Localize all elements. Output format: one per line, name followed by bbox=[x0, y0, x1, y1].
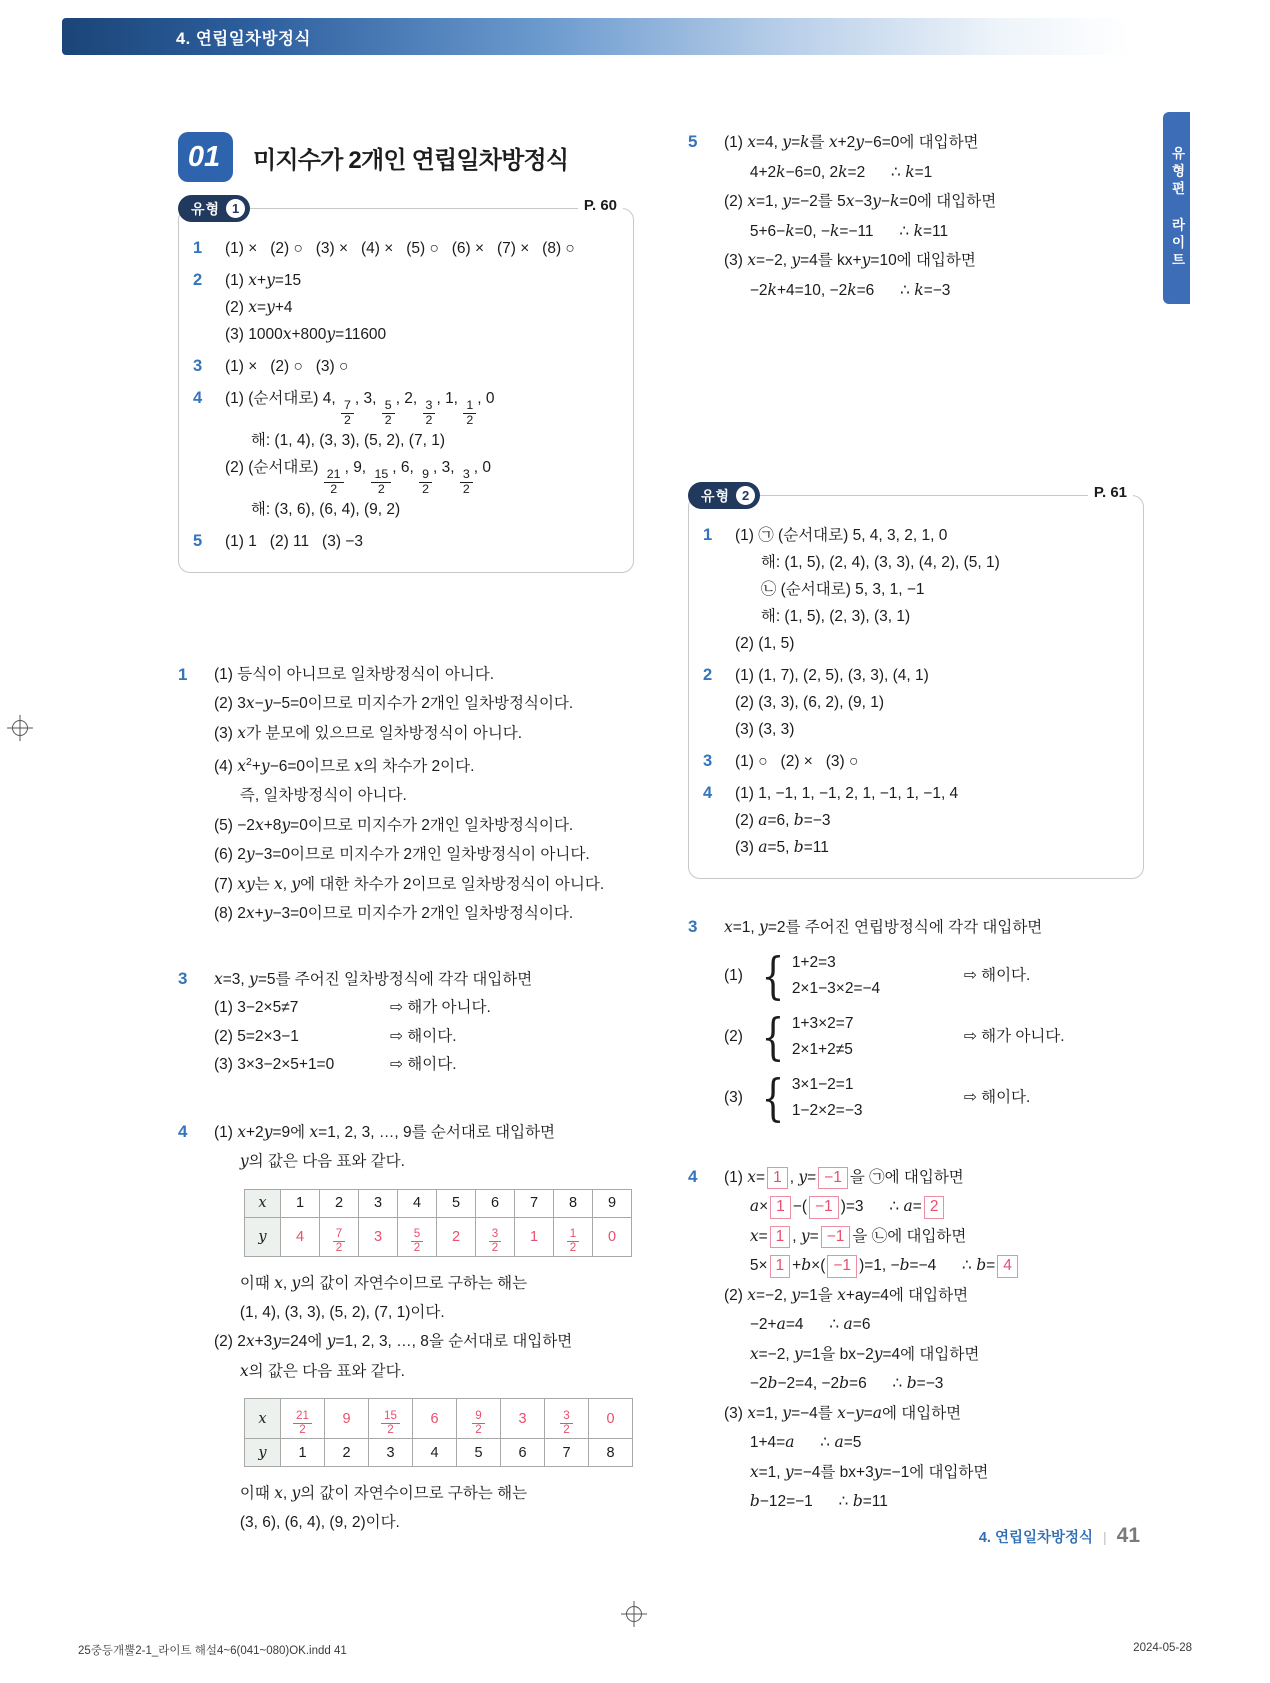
registration-mark-icon bbox=[620, 1600, 648, 1628]
table-cell: 5 bbox=[457, 1439, 501, 1467]
print-date: 2024-05-28 bbox=[1133, 1642, 1192, 1654]
system-check bbox=[724, 946, 1144, 1005]
solution-line: (4) $x^2+y-6=0$이므로 x의 차수가 2이다. bbox=[214, 756, 475, 776]
answer-line: (2) a=6, b=−3 bbox=[735, 811, 831, 829]
solution-number: 3 bbox=[178, 968, 188, 988]
table-cell: 9 bbox=[593, 1189, 632, 1217]
answer-number: 4 bbox=[703, 784, 713, 802]
solution-line: −2+a=4 ∴ a=6 bbox=[724, 1315, 871, 1333]
table-header-cell: y bbox=[245, 1217, 281, 1257]
check-result: ⇨ 해이다. bbox=[390, 1056, 457, 1074]
table-cell: $\frac{21}{2}$ bbox=[281, 1399, 325, 1439]
answer-line: (1) × (2) ○ (3) ○ bbox=[225, 358, 349, 375]
table-cell: 8 bbox=[589, 1439, 633, 1467]
answer-line: (2) x=y+4 bbox=[225, 298, 293, 316]
solution-line: a× 1 −( −1 )=3 ∴ a= 2 bbox=[724, 1192, 1144, 1222]
table-cell: 5 bbox=[437, 1189, 476, 1217]
table-cell: 4 bbox=[281, 1217, 320, 1257]
solution-line: −2k+4=10, −2k=6 ∴ k=−3 bbox=[724, 280, 951, 299]
solution-line: (1) 등식이 아니므로 일차방정식이 아니다. bbox=[214, 665, 495, 683]
table-cell: 4 bbox=[413, 1439, 457, 1467]
answer-line: ㉡ (순서대로) 5, 3, 1, −1 bbox=[735, 581, 925, 598]
type-number-badge: 1 bbox=[226, 199, 245, 218]
check-result: ⇨ 해이다. bbox=[390, 1027, 457, 1045]
solution-line: (5) −2x+8y=0이므로 미지수가 2개인 일차방정식이다. bbox=[214, 815, 574, 834]
type-number-badge: 2 bbox=[736, 486, 755, 505]
item-label: (2) bbox=[724, 1027, 743, 1045]
table-cell: 6 bbox=[476, 1189, 515, 1217]
solution-line: (2) x=1, y=−2를 5x−3y−k=0에 대입하면 bbox=[724, 192, 997, 210]
answer-item bbox=[193, 235, 619, 262]
answer-line: 해: (1, 5), (2, 4), (3, 3), (4, 2), (5, 1) bbox=[735, 554, 1000, 571]
table-cell: 6 bbox=[501, 1439, 545, 1467]
type-2-answer-box bbox=[688, 484, 1144, 879]
value-table-1 bbox=[244, 1189, 632, 1258]
footer-page-number: 41 bbox=[1116, 1524, 1140, 1547]
answer-item bbox=[193, 353, 619, 380]
right-column bbox=[688, 128, 1144, 1517]
answer-number: 1 bbox=[193, 239, 203, 257]
type-1-pill bbox=[178, 195, 250, 222]
table-cell: 0 bbox=[593, 1217, 632, 1257]
answer-line: 해: (1, 4), (3, 3), (5, 2), (7, 1) bbox=[225, 431, 445, 449]
type-label: 유형 bbox=[191, 200, 221, 217]
solution-line: (1) x+2y=9에 x=1, 2, 3, …, 9를 순서대로 대입하면 bbox=[214, 1122, 556, 1141]
registration-mark-icon bbox=[6, 714, 34, 742]
equation: (3) 3×3−2×5+1=0 bbox=[214, 1056, 335, 1074]
system-brace: { bbox=[761, 1007, 785, 1066]
solution-line: y의 값은 다음 표와 같다. bbox=[239, 1152, 405, 1171]
table-cell: 3 bbox=[501, 1399, 545, 1439]
section-title: 미지수가 2개인 연립일차방정식 bbox=[253, 146, 569, 174]
table-cell: $\frac{9}{2}$ bbox=[457, 1399, 501, 1439]
solution-line: −2b−2=4, −2b=6 ∴ b=−3 bbox=[724, 1374, 944, 1392]
answer-number: 4 bbox=[193, 389, 203, 407]
solution-line: x= 1 , y= −1 을 ㉡에 대입하면 bbox=[724, 1222, 1144, 1252]
answer-number: 2 bbox=[703, 666, 713, 684]
answer-item bbox=[193, 528, 619, 555]
table-cell: $\frac{1}{2}$ bbox=[554, 1217, 593, 1257]
solution-number: 4 bbox=[178, 1121, 188, 1141]
table-row bbox=[245, 1439, 633, 1467]
table-cell: $\frac{3}{2}$ bbox=[476, 1217, 515, 1257]
system-check bbox=[724, 1068, 1144, 1127]
print-info-line bbox=[78, 1642, 1192, 1658]
textbook-page-ref: P. 61 bbox=[1088, 484, 1133, 501]
solution-number: 3 bbox=[688, 917, 698, 936]
system-brace: { bbox=[761, 1068, 785, 1127]
solution-line: 이때 x, y의 값이 자연수이므로 구하는 해는 bbox=[214, 1274, 528, 1293]
left-column bbox=[178, 128, 634, 1537]
table-cell: 8 bbox=[554, 1189, 593, 1217]
page-footer bbox=[688, 1524, 1140, 1548]
table-cell: 2 bbox=[320, 1189, 359, 1217]
answer-number: 1 bbox=[703, 526, 713, 544]
table-cell: 1 bbox=[281, 1189, 320, 1217]
answer-line: 해: (3, 6), (6, 4), (9, 2) bbox=[225, 500, 401, 518]
table-cell: 3 bbox=[369, 1439, 413, 1467]
answer-line: (1) ○ (2) × (3) ○ bbox=[735, 753, 859, 770]
table-row bbox=[245, 1217, 632, 1257]
check-result: ⇨ 해가 아니다. bbox=[390, 999, 491, 1017]
answer-line: (1) x+y=15 bbox=[225, 271, 302, 289]
system-brace: { bbox=[761, 946, 785, 1005]
answer-line: (2) (순서대로) $\frac{21}{2}$ , 9, $\frac{15}{2}$ , 6, $\frac{9}{2}$ , 3, $\frac{3}{2}$ , 0 bbox=[225, 458, 491, 496]
equation: 2×1−3×2=−4 bbox=[791, 979, 881, 997]
section-header bbox=[178, 128, 634, 186]
solution-line: 5+6−k=0, −k=−11 ∴ k=11 bbox=[724, 221, 949, 240]
item-label: (1) bbox=[724, 966, 743, 984]
table-cell: 9 bbox=[325, 1399, 369, 1439]
table-header-cell: x bbox=[245, 1189, 281, 1217]
table-cell: $\frac{15}{2}$ bbox=[369, 1399, 413, 1439]
solution-number: 1 bbox=[178, 664, 188, 684]
table-cell: 7 bbox=[545, 1439, 589, 1467]
solution-block-5 bbox=[688, 128, 1144, 305]
table-cell: 4 bbox=[398, 1189, 437, 1217]
solution-number: 4 bbox=[688, 1166, 698, 1186]
answer-line: (2) (1, 5) bbox=[735, 635, 795, 652]
table-header-cell: y bbox=[245, 1439, 281, 1467]
table-row bbox=[245, 1399, 633, 1439]
solution-line: x=1, y=2를 주어진 연립방정식에 각각 대입하면 bbox=[724, 918, 1043, 936]
answer-line: (1) × (2) ○ (3) × (4) × (5) ○ (6) × (7) × (8) ○ bbox=[225, 240, 575, 257]
solution-line: (2) 3x−y−5=0이므로 미지수가 2개인 일차방정식이다. bbox=[214, 694, 574, 713]
equation: 1+2=3 bbox=[791, 953, 836, 971]
table-cell: 1 bbox=[515, 1217, 554, 1257]
check-line bbox=[214, 994, 634, 1023]
answer-line: (2) (3, 3), (6, 2), (9, 1) bbox=[735, 694, 885, 711]
chapter-title: 4. 연립일차방정식 bbox=[176, 29, 311, 48]
check-line bbox=[214, 1051, 634, 1080]
solution-line: x=1, y=−4를 bx+3y=−1에 대입하면 bbox=[749, 1462, 989, 1481]
solution-line: (1) x=4, y=k를 x+2y−6=0에 대입하면 bbox=[724, 133, 979, 151]
section-number-badge: 01 bbox=[178, 132, 233, 182]
equation: (1) 3−2×5≠7 bbox=[214, 999, 299, 1017]
solution-line: (1) x= 1 , y= −1 을 ㉠에 대입하면 bbox=[724, 1163, 1144, 1193]
solution-block-1 bbox=[178, 661, 634, 929]
check-line bbox=[214, 1023, 634, 1052]
solution-line: b−12=−1 ∴ b=11 bbox=[749, 1492, 888, 1510]
answer-item bbox=[703, 662, 1129, 743]
answer-line: (3) (3, 3) bbox=[735, 721, 795, 738]
check-result: ⇨ 해이다. bbox=[963, 1088, 1031, 1106]
answer-number: 3 bbox=[703, 752, 713, 770]
answer-item bbox=[703, 522, 1129, 657]
answer-line: (3) a=5, b=11 bbox=[735, 838, 829, 856]
table-cell: $\frac{3}{2}$ bbox=[545, 1399, 589, 1439]
type-1-answer-box bbox=[178, 197, 634, 573]
answer-item bbox=[193, 267, 619, 348]
check-result: ⇨ 해가 아니다. bbox=[963, 1027, 1065, 1045]
solution-line: (8) 2x+y−3=0이므로 미지수가 2개인 일차방정식이다. bbox=[214, 904, 574, 923]
check-result: ⇨ 해이다. bbox=[963, 966, 1031, 984]
table-cell: 0 bbox=[589, 1399, 633, 1439]
table-cell: $\frac{7}{2}$ bbox=[320, 1217, 359, 1257]
equation: 1−2×2=−3 bbox=[791, 1101, 863, 1119]
solution-line: x=3, y=5를 주어진 일차방정식에 각각 대입하면 bbox=[214, 969, 533, 988]
textbook-page-ref: P. 60 bbox=[578, 197, 623, 214]
solution-line: (1, 4), (3, 3), (5, 2), (7, 1)이다. bbox=[214, 1303, 445, 1321]
system-check bbox=[724, 1007, 1144, 1066]
solution-line: x=−2, y=1을 bx−2y=4에 대입하면 bbox=[749, 1344, 980, 1363]
solution-line: (2) x=−2, y=1을 x+ay=4에 대입하면 bbox=[724, 1285, 969, 1304]
table-cell: 2 bbox=[325, 1439, 369, 1467]
equation: 1+3×2=7 bbox=[791, 1014, 854, 1032]
solution-line: (2) 2x+3y=24에 y=1, 2, 3, …, 8을 순서대로 대입하면 bbox=[214, 1332, 573, 1351]
solution-line: (3) x=1, y=−4를 x−y=a에 대입하면 bbox=[724, 1403, 962, 1422]
solution-line: (3, 6), (6, 4), (9, 2)이다. bbox=[214, 1513, 400, 1531]
solution-line: (3) x가 분모에 있으므로 일차방정식이 아니다. bbox=[214, 723, 523, 742]
answer-item bbox=[703, 748, 1129, 775]
equation: 3×1−2=1 bbox=[791, 1075, 854, 1093]
answer-item bbox=[193, 385, 619, 523]
item-label: (3) bbox=[724, 1088, 743, 1106]
solution-line: 이때 x, y의 값이 자연수이므로 구하는 해는 bbox=[214, 1484, 528, 1503]
value-table-2 bbox=[244, 1398, 633, 1467]
equation: 2×1+2≠5 bbox=[791, 1040, 853, 1058]
solution-line: (6) 2y−3=0이므로 미지수가 2개인 일차방정식이 아니다. bbox=[214, 845, 590, 864]
answer-item bbox=[703, 780, 1129, 861]
solution-number: 5 bbox=[688, 132, 698, 151]
answer-line: (1) (1, 7), (2, 5), (3, 3), (4, 1) bbox=[735, 667, 929, 684]
answer-line: 해: (1, 5), (2, 3), (3, 1) bbox=[735, 608, 911, 625]
type-2-pill bbox=[688, 482, 760, 509]
solution-line: (3) x=−2, y=4를 kx+y=10에 대입하면 bbox=[724, 251, 976, 269]
table-cell: 7 bbox=[515, 1189, 554, 1217]
answer-number: 3 bbox=[193, 357, 203, 375]
answer-line: (1) ㉠ (순서대로) 5, 4, 3, 2, 1, 0 bbox=[735, 527, 948, 544]
solution-block-3-right bbox=[688, 913, 1144, 1133]
answer-line: (3) 1000x+800y=11600 bbox=[225, 325, 387, 343]
table-cell: 2 bbox=[437, 1217, 476, 1257]
table-row bbox=[245, 1189, 632, 1217]
table-cell: 1 bbox=[281, 1439, 325, 1467]
chapter-header-bar bbox=[62, 18, 1130, 55]
solution-line: 4+2k−6=0, 2k=2 ∴ k=1 bbox=[724, 162, 933, 181]
solution-block-4-right bbox=[688, 1163, 1144, 1517]
print-file-name: 25중등개뿔2-1_라이트 해설4~6(041~080)OK.indd 41 bbox=[78, 1645, 347, 1657]
answer-line: (1) 1 (2) 11 (3) −3 bbox=[225, 532, 363, 550]
table-cell: $\frac{5}{2}$ bbox=[398, 1217, 437, 1257]
footer-divider: | bbox=[1103, 1529, 1107, 1545]
solution-line: 5× 1 +b×( −1 )=1, −b=−4 ∴ b= 4 bbox=[724, 1251, 1144, 1281]
solution-block-4 bbox=[178, 1118, 634, 1538]
footer-chapter: 4. 연립일차방정식 bbox=[978, 1530, 1093, 1546]
table-header-cell: x bbox=[245, 1399, 281, 1439]
solution-block-3 bbox=[178, 965, 634, 1080]
answer-line: (1) (순서대로) 4, $\frac{7}{2}$ , 3, $\frac{5}{2}$ , 2, $\frac{3}{2}$ , 1, $\frac{1}{2}$ , 0 bbox=[225, 390, 495, 427]
solution-line: x의 값은 다음 표와 같다. bbox=[239, 1361, 405, 1380]
solution-line: 1+4=a ∴ a=5 bbox=[724, 1433, 862, 1451]
type-label: 유형 bbox=[701, 487, 731, 504]
answer-number: 2 bbox=[193, 271, 203, 289]
answer-line: (1) 1, −1, 1, −1, 2, 1, −1, 1, −1, 4 bbox=[735, 785, 959, 802]
table-cell: 3 bbox=[359, 1189, 398, 1217]
answer-number: 5 bbox=[193, 531, 203, 550]
solution-line: (7) xy는 x, y에 대한 차수가 2이므로 일차방정식이 아니다. bbox=[214, 874, 605, 893]
solution-line: 즉, 일차방정식이 아니다. bbox=[214, 787, 407, 805]
table-cell: 6 bbox=[413, 1399, 457, 1439]
side-tab-label: 유형편 라이트 bbox=[1169, 146, 1185, 270]
equation: (2) 5=2×3−1 bbox=[214, 1027, 299, 1045]
edition-side-tab bbox=[1163, 112, 1190, 304]
table-cell: 3 bbox=[359, 1217, 398, 1257]
